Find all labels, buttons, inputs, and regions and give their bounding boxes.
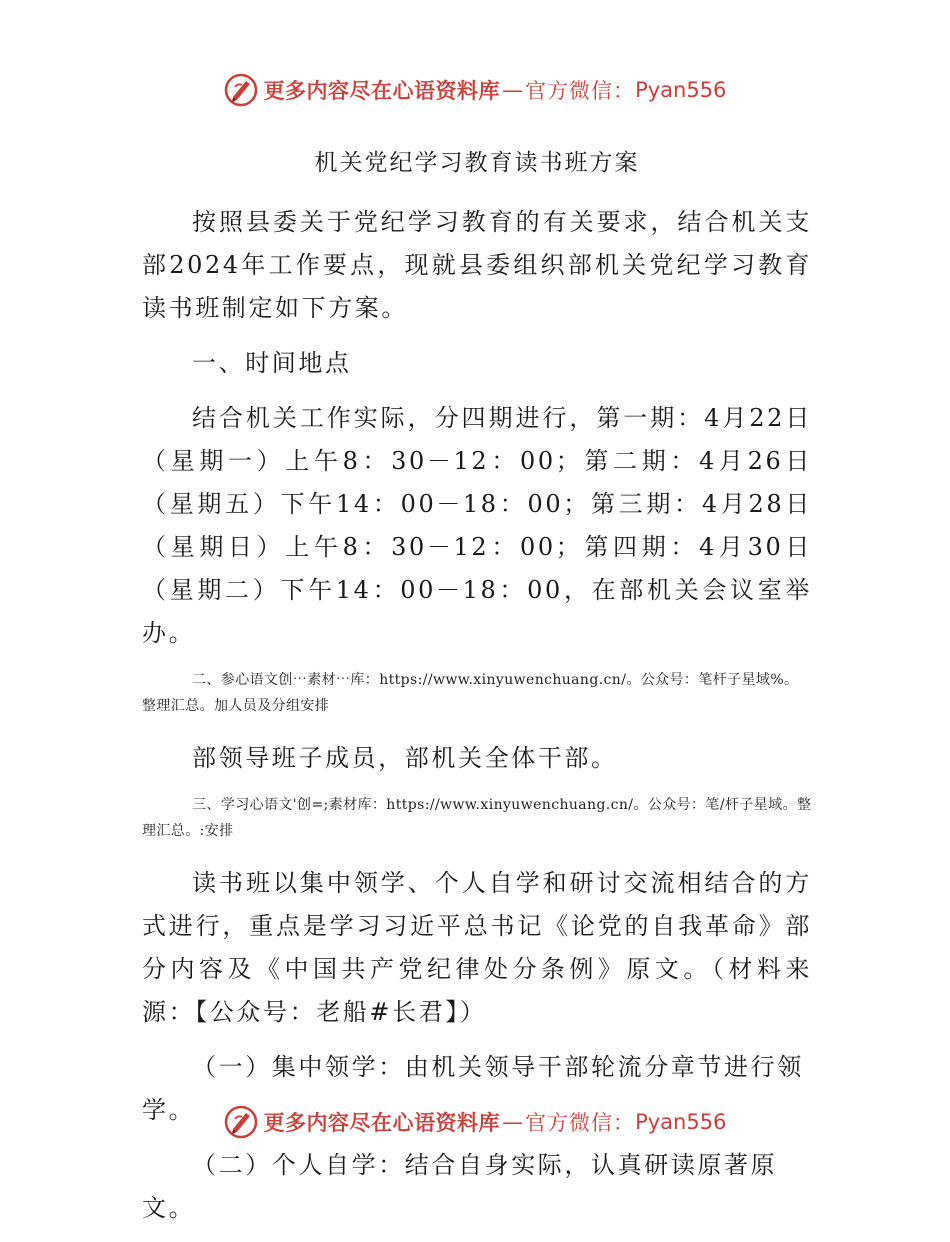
banner-wechat-label: 官方微信： [525, 79, 636, 103]
section3-body: 读书班以集中领学、个人自学和研讨交流相结合的方式进行，重点是学习习近平总书记《论党的自我革命》部分内容及《中国共产党纪律处分条例》原文。（材料来源：【公众号：老船#长君】） [142, 869, 812, 1026]
banner-wechat-handle: Pyan556 [635, 78, 727, 102]
list-item-1: （一）集中领学：由机关领导干部轮流分章节进行领学。 [142, 1053, 804, 1124]
list-item-2: （二）个人自学：结合自身实际，认真研读原著原文。 [142, 1151, 778, 1222]
section2-body: 部领导班子成员，部机关全体干部。 [192, 744, 618, 772]
banner-separator: — [502, 78, 524, 102]
section1-heading: 一、时间地点 [192, 349, 352, 377]
banner-wechat-label: 官方微信： [525, 1111, 636, 1135]
document-title: 机关党纪学习教育读书班方案 [314, 150, 640, 176]
document-body [142, 138, 812, 1242]
banner-main-text: 更多内容尽在心语资料库 [263, 1111, 501, 1135]
banner-separator: — [502, 1110, 524, 1134]
section3-heading: 三、学习心语文'创=;素材库：https://www.xinyuwenchuang.cn/。公众号：笔/杆子星域。整理汇总。:安排 [142, 797, 812, 839]
footer-watermark-banner [0, 1100, 950, 1144]
brand-logo-icon [224, 1105, 258, 1139]
header-watermark-banner [0, 68, 950, 112]
intro-paragraph: 按照县委关于党纪学习教育的有关要求，结合机关支部2024年工作要点，现就县委组织部机关党纪学习教育读书班制定如下方案。 [142, 208, 812, 322]
banner-main-text: 更多内容尽在心语资料库 [263, 79, 501, 103]
banner-wechat-handle: Pyan556 [635, 1110, 727, 1134]
section1-body: 结合机关工作实际，分四期进行，第一期：4月22日（星期一）上午8：30－12：00；第二期：4月26日（星期五）下午14：00－18：00；第三期：4月28日（星期日）上午8：30－12：00；第四期：4月30日（星期二）下午14：00－18：00，在部机关会议室举办。 [142, 404, 812, 647]
brand-logo-icon [224, 73, 258, 107]
section2-heading: 二、参心语文创⋯素材⋯库：https://www.xinyuwenchuang.cn/。公众号：笔杆子星域%。整理汇总。加人员及分组安排 [142, 672, 799, 714]
